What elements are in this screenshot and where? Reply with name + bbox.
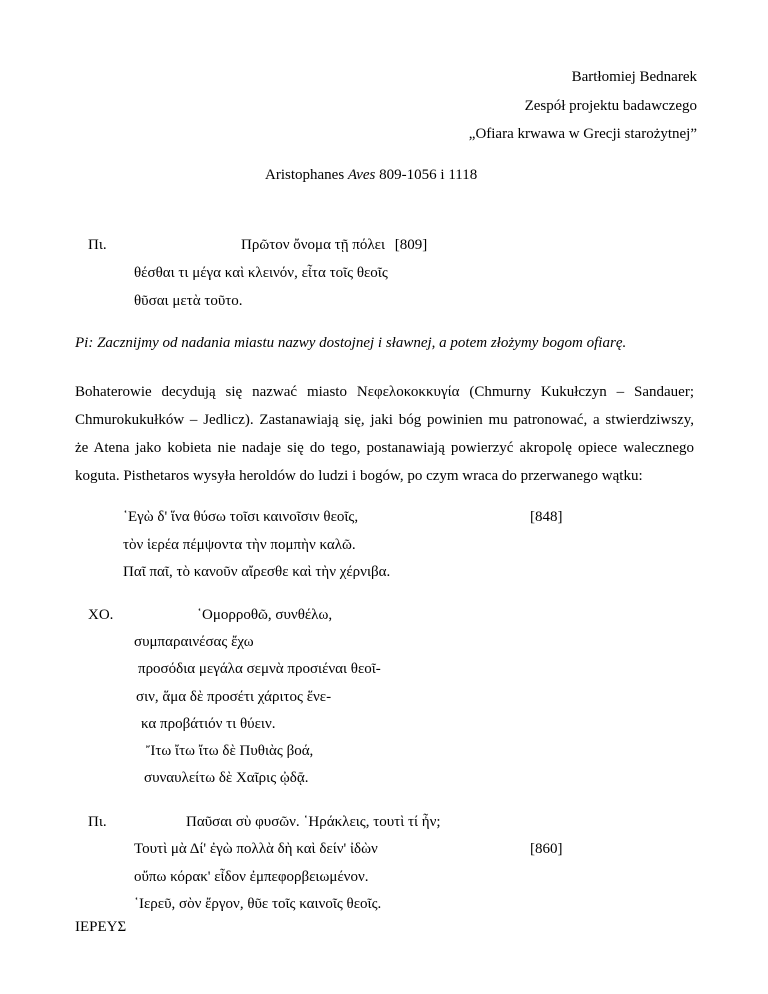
title-prefix: Aristophanes xyxy=(265,167,348,183)
verse-line: σιν, ἅμα δὲ προσέτι χάριτος ἕνε- xyxy=(136,689,332,705)
speaker-label: Πι. xyxy=(88,237,107,253)
speaker-label: ΧΟ. xyxy=(88,607,114,623)
verse-line: ῾Ομορροθῶ, συνθέλω, xyxy=(197,607,333,623)
verse-line xyxy=(241,236,427,254)
verse-line: Ἴτω ἴτω ἴτω δὲ Πυθιὰς βοά, xyxy=(146,743,314,759)
paragraph-line: Bohaterowie decydują się nazwać miasto Νεφελοκοκκυγία (Chmurny Kukułczyn – Sandauer; xyxy=(75,384,694,400)
verse-line: κα προβάτιόν τι θύειν. xyxy=(141,716,276,732)
line-number: [860] xyxy=(530,841,563,857)
verse-line: ῾Ιερεῦ, σὸν ἔργον, θῦε τοῖς καινοῖς θεοῖς. xyxy=(134,896,382,912)
document-title xyxy=(265,166,477,184)
verse-line: Τουτὶ μὰ Δί' ἐγὼ πολλὰ δὴ καὶ δείν' ἰδὼν xyxy=(134,841,378,857)
title-work: Aves xyxy=(347,167,376,183)
paragraph-line: że Atena jako kobieta nie nadaje się do tego, postanawiają powierzyć akropolę opiece walecznego xyxy=(75,440,694,456)
verse-text: Πρῶτον ὄνομα τῇ πόλει xyxy=(241,237,385,253)
paragraph-line: koguta. Pisthetaros wysyła heroldów do ludzi i bogów, po czym wraca do przerwanego wątku: xyxy=(75,468,643,484)
paragraph-line: Chmurokukułków – Jedlicz). Zastanawiają się, jaki bóg powinien mu patronować, a stwierdziwszy, xyxy=(75,412,694,428)
verse-line: Παῦσαι σὺ φυσῶν. ῾Ηράκλεις, τουτὶ τί ἦν; xyxy=(186,814,441,830)
verse-line: θῦσαι μετὰ τοῦτο. xyxy=(134,293,243,309)
translation xyxy=(75,334,626,352)
line-number: [809] xyxy=(394,237,428,253)
team-name: Zespół projektu badawczego xyxy=(524,98,697,114)
verse-line: Παῖ παῖ, τὸ κανοῦν αἴρεσθε καὶ τὴν χέρνιβα. xyxy=(123,564,391,580)
title-suffix: 809-1056 i 1118 xyxy=(375,167,478,183)
verse-line: οὔπω κόρακ' εἶδον ἐμπεφορβειωμένον. xyxy=(134,869,369,885)
verse-line: συναυλείτω δὲ Χαῖρις ᾠδᾷ. xyxy=(144,770,309,786)
line-number: [848] xyxy=(530,509,563,525)
translation-text: Pi: Zacznijmy od nadania miastu nazwy dostojnej i sławnej, a potem złożymy bogom ofiarę. xyxy=(75,335,627,351)
author-name: Bartłomiej Bednarek xyxy=(571,69,697,85)
verse-line: συμπαραινέσας ἔχω xyxy=(134,634,254,650)
speaker-label: ΙΕΡΕΥΣ xyxy=(75,919,127,935)
verse-line: τὸν ἱερέα πέμψοντα τὴν πομπὴν καλῶ. xyxy=(123,537,356,553)
verse-line: προσόδια μεγάλα σεμνὰ προσιέναι θεοῖ- xyxy=(138,661,381,677)
verse-line: ῾Εγὼ δ' ἵνα θύσω τοῖσι καινοῖσιν θεοῖς, xyxy=(123,509,359,525)
project-title: „Ofiara krwawa w Grecji starożytnej” xyxy=(468,126,697,142)
speaker-label: Πι. xyxy=(88,814,107,830)
verse-line: θέσθαι τι μέγα καὶ κλεινόν, εἶτα τοῖς θεοῖς xyxy=(134,265,388,281)
commentary-paragraph xyxy=(75,378,694,490)
